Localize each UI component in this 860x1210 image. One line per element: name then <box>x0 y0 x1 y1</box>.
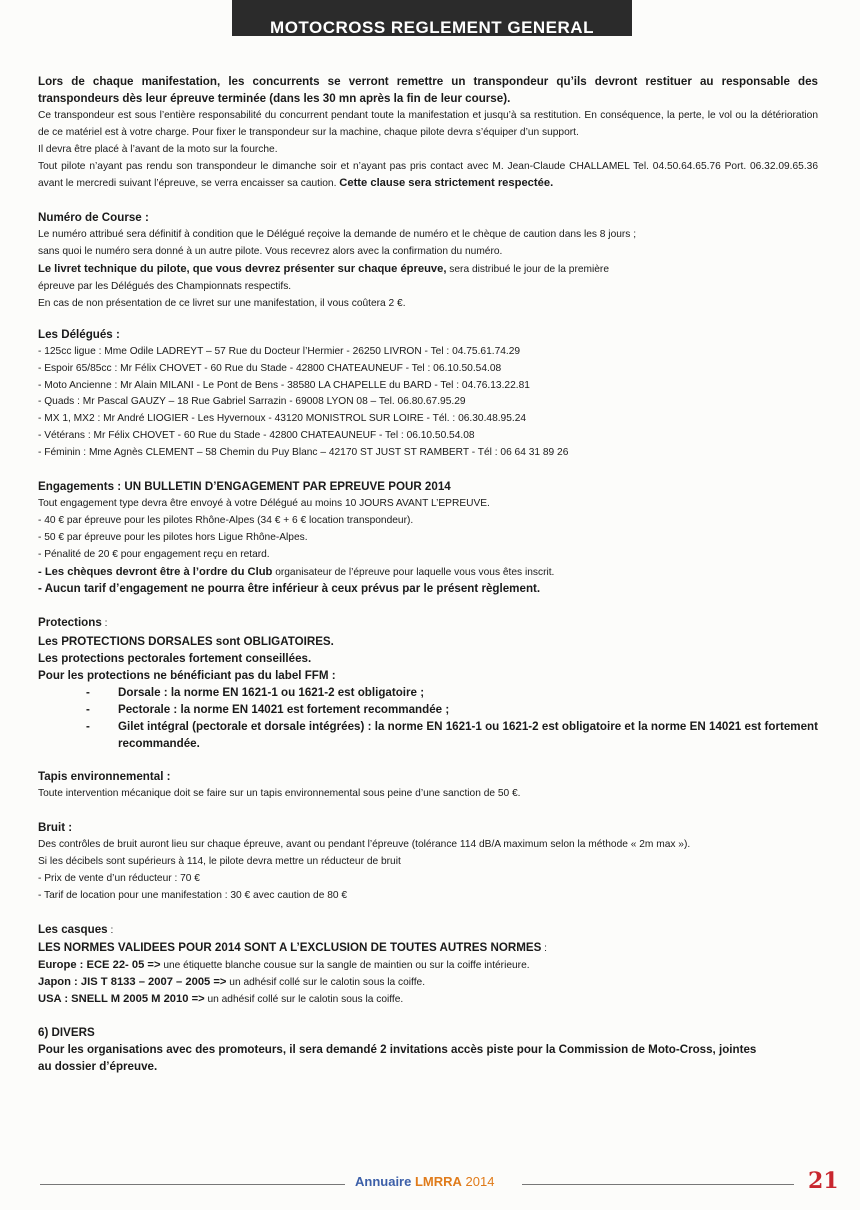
page-number: 21 <box>808 1168 839 1194</box>
transponder-section <box>38 74 818 193</box>
numero-line-4: épreuve par les Délégués des Championnats respectifs. <box>38 280 292 292</box>
casque-usa-norme: USA : SNELL M 2005 M 2010 => <box>38 993 205 1006</box>
page-footer <box>0 1170 860 1194</box>
spacer <box>38 752 818 769</box>
engagements-line-3: - 50 € par épreuve pour les pilotes hors Ligue Rhône-Alpes. <box>38 531 308 543</box>
numero-line-3 <box>38 261 818 279</box>
casque-europe-desc: une étiquette blanche cousue sur la sangle de maintien ou sur la coiffe intérieure. <box>160 960 530 972</box>
casque-europe-norme: Europe : ECE 22- 05 => <box>38 959 161 972</box>
cheques-bold: - Les chèques devront être à l’ordre du Club <box>38 565 273 578</box>
spacer <box>38 905 818 922</box>
transponder-para-3-text: Tout pilote n’ayant pas rendu son transpondeur le dimanche soir et n’ayant pas pris contact avec M. Jean-Claude CHALLAMEL Tel. 04.50.64.65.76 Port. 06.32.09.65.36 avant le mercredi suivant l’épreuve, se verra encaisser sa caution. <box>38 160 818 190</box>
delegue-item: - Féminin : Mme Agnès CLEMENT – 58 Chemin du Puy Blanc – 42170 ST JUST ST RAMBERT - Tél : 06 64 31 89 26 <box>38 447 569 459</box>
bruit-heading: Bruit : <box>38 821 73 835</box>
transponder-intro: Lors de chaque manifestation, les concurrents se verront remettre un transpondeur qu’ils devront restituer au responsable des transpondeurs dès leur épreuve terminée (dans les 30 mn après la fin de leur course). <box>38 75 818 105</box>
engagements-heading: Engagements : UN BULLETIN D’ENGAGEMENT PAR EPREUVE POUR 2014 <box>38 480 451 494</box>
casques-heading <box>38 922 818 940</box>
footer-rule-right <box>522 1184 794 1185</box>
divers-section <box>38 1025 818 1076</box>
bruit-line-4: - Tarif de location pour une manifestation : 30 € avec caution de 80 € <box>38 889 348 901</box>
protection-item-pectorale <box>38 701 818 718</box>
delegue-item: - Espoir 65/85cc : Mr Félix CHOVET - 60 Rue du Stade - 42800 CHATEAUNEUF - Tel : 06.10.50.54.08 <box>38 362 502 374</box>
casque-europe <box>38 957 818 974</box>
tapis-line-1: Toute intervention mécanique doit se faire sur un tapis environnemental sous peine d’une sanction de 50 €. <box>38 788 521 800</box>
spacer <box>38 1008 818 1025</box>
spacer <box>38 803 818 820</box>
spacer <box>38 193 818 210</box>
bruit-section <box>38 820 818 905</box>
casques-section <box>38 922 818 1009</box>
protections-section <box>38 615 818 752</box>
numero-heading: Numéro de Course : <box>38 211 149 225</box>
delegues-heading: Les Délégués : <box>38 327 120 341</box>
transponder-clause: Cette clause sera strictement respectée. <box>339 177 554 190</box>
numero-line-5: En cas de non présentation de ce livret sur une manifestation, il vous coûtera 2 €. <box>38 297 406 309</box>
casques-normes <box>38 940 818 958</box>
protection-item-text: Gilet intégral (pectorale et dorsale intégrées) : la norme EN 1621-1 ou 1621-2 est obligatoire et la norme EN 14021 est fortement recommandée. <box>118 720 818 751</box>
engagements-line-5 <box>38 564 818 582</box>
spacer <box>38 598 818 615</box>
engagements-line-6: - Aucun tarif d’engagement ne pourra être inférieur à ceux prévus par le présent règlement. <box>38 582 541 596</box>
tapis-section <box>38 769 818 803</box>
protection-item-text: Dorsale : la norme EN 1621-1 ou 1621-2 est obligatoire ; <box>118 686 425 700</box>
footer-label <box>355 1174 494 1189</box>
protections-label-ffm: Pour les protections ne bénéficiant pas du label FFM : <box>38 669 336 683</box>
numero-section <box>38 210 818 312</box>
footer-rule-left <box>40 1184 345 1185</box>
livret-bold: Le livret technique du pilote, que vous devrez présenter sur chaque épreuve, <box>38 263 447 276</box>
bruit-line-1: Des contrôles de bruit auront lieu sur chaque épreuve, avant ou pendant l’épreuve (tolérance 114 dB/A maximum selon la méthode « 2m max »). <box>38 839 691 850</box>
bullet-dash: - <box>86 686 90 700</box>
engagements-line-4: - Pénalité de 20 € pour engagement reçu en retard. <box>38 548 270 560</box>
protections-dorsales: Les PROTECTIONS DORSALES sont OBLIGATOIRES. <box>38 635 334 649</box>
spacer <box>38 313 818 327</box>
casque-japon-norme: Japon : JIS T 8133 – 2007 – 2005 => <box>38 976 227 989</box>
casques-normes-text: LES NORMES VALIDEES POUR 2014 SONT A L’EXCLUSION DE TOUTES AUTRES NORMES <box>38 940 542 954</box>
bruit-line-2: Si les décibels sont supérieurs à 114, le pilote devra mettre un réducteur de bruit <box>38 855 401 867</box>
casques-heading-text: Les casques <box>38 922 108 936</box>
protections-heading-text: Protections <box>38 616 102 630</box>
casque-japon <box>38 974 818 991</box>
protections-heading-suffix: : <box>101 618 108 630</box>
tapis-heading: Tapis environnemental : <box>38 770 171 784</box>
delegues-section <box>38 327 818 462</box>
bruit-line-3: - Prix de vente d’un réducteur : 70 € <box>38 872 200 884</box>
protection-item-text: Pectorale : la norme EN 14021 est fortement recommandée ; <box>118 703 450 717</box>
footer-annuaire: Annuaire <box>355 1174 415 1189</box>
footer-brand: LMRRA <box>414 1174 462 1189</box>
page-title: MOTOCROSS REGLEMENT GENERAL <box>270 18 594 37</box>
protection-item-dorsale <box>38 684 818 701</box>
casque-usa <box>38 991 818 1008</box>
casques-heading-suffix: : <box>107 924 114 936</box>
casque-japon-desc: un adhésif collé sur le calotin sous la coiffe. <box>226 977 426 989</box>
protection-item-gilet <box>38 718 818 752</box>
bullet-dash: - <box>86 703 90 717</box>
delegue-item: - Quads : Mr Pascal GAUZY – 18 Rue Gabriel Sarrazin - 69008 LYON 08 – Tel. 06.80.67.95.29 <box>38 396 466 408</box>
footer-year: 2014 <box>461 1174 495 1189</box>
livret-text: sera distribué le jour de la première <box>446 264 609 276</box>
spacer <box>38 462 818 479</box>
transponder-para-2: Il devra être placé à l’avant de la moto sur la fourche. <box>38 143 278 155</box>
numero-line-2: sans quoi le numéro sera donné à un autre pilote. Vous recevrez alors avec la confirmation du numéro. <box>38 246 503 258</box>
divers-text: Pour les organisations avec des promoteurs, il sera demandé 2 invitations accès piste pour la Commission de Moto-Cross, jointes au dossier d’épreuve. <box>38 1043 757 1074</box>
transponder-para-1: Ce transpondeur est sous l’entière responsabilité du concurrent pendant toute la manifestation et jusqu’à sa restitution. En conséquence, la perte, le vol ou la détérioration de ce matériel est à votre charge. Pour fixer le transpondeur sur la machine, chaque pilote devra s’équiper d’un support. <box>38 109 818 138</box>
delegue-item: - Vétérans : Mr Félix CHOVET - 60 Rue du Stade - 42800 CHATEAUNEUF - Tel : 06.10.50.54.08 <box>38 430 475 442</box>
delegue-item: - Moto Ancienne : Mr Alain MILANI - Le Pont de Bens - 38580 LA CHAPELLE du BARD - Tel : 04.76.13.22.81 <box>38 379 530 391</box>
protections-pectorales: Les protections pectorales fortement conseillées. <box>38 652 312 666</box>
cheques-text: organisateur de l’épreuve pour laquelle vous vous êtes inscrit. <box>272 566 555 578</box>
delegue-item: - 125cc ligue : Mme Odile LADREYT – 57 Rue du Docteur l’Hermier - 26250 LIVRON - Tel : 04.75.61.74.29 <box>38 345 521 357</box>
document-body <box>38 74 818 1076</box>
engagements-section <box>38 479 818 598</box>
header-bar <box>232 0 632 36</box>
casque-usa-desc: un adhésif collé sur le calotin sous la coiffe. <box>204 994 404 1006</box>
engagements-line-1: Tout engagement type devra être envoyé à votre Délégué au moins 10 JOURS AVANT L’EPREUVE. <box>38 497 490 509</box>
casques-normes-suffix: : <box>541 942 548 954</box>
delegue-item: - MX 1, MX2 : Mr André LIOGIER - Les Hyvernoux - 43120 MONISTROL SUR LOIRE - Tél. : 06.30.48.95.24 <box>38 413 527 425</box>
divers-heading: 6) DIVERS <box>38 1026 95 1040</box>
engagements-line-2: - 40 € par épreuve pour les pilotes Rhône-Alpes (34 € + 6 € location transpondeur). <box>38 514 414 526</box>
transponder-para-3 <box>38 159 818 194</box>
numero-line-1: Le numéro attribué sera définitif à condition que le Délégué reçoive la demande de numéro et le chèque de caution dans les 8 jours ; <box>38 229 637 241</box>
protections-heading <box>38 615 818 633</box>
bullet-dash: - <box>86 720 90 734</box>
